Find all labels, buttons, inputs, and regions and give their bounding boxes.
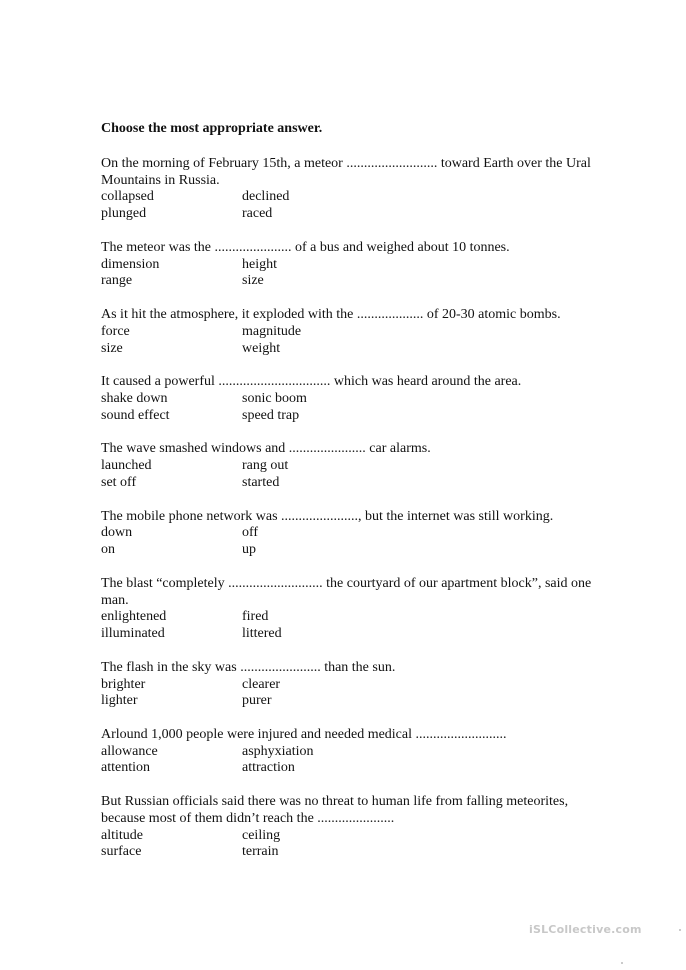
answer-option[interactable]: speed trap: [242, 407, 300, 423]
answer-option[interactable]: sonic boom: [242, 390, 307, 406]
question-block: [101, 156, 601, 223]
answer-option[interactable]: asphyxiation: [242, 743, 314, 759]
question-text: But Russian officials said there was no threat to human life from falling meteorites, because most of them didn’t reach the ......................: [101, 794, 569, 826]
answer-option[interactable]: on: [101, 542, 115, 558]
answer-option[interactable]: down: [101, 525, 133, 541]
answer-option[interactable]: terrain: [242, 844, 279, 860]
answer-options: [101, 257, 601, 291]
watermark: iSLCollective.com: [529, 923, 642, 936]
question-block: [101, 576, 601, 643]
answer-option[interactable]: size: [242, 273, 264, 289]
answer-option[interactable]: started: [242, 474, 280, 490]
answer-option[interactable]: clearer: [242, 676, 281, 692]
answer-option[interactable]: size: [101, 340, 123, 356]
question-text: The mobile phone network was ......................, but the internet was still working.: [101, 508, 554, 524]
answer-options: [101, 324, 601, 358]
question-text: As it hit the atmosphere, it exploded with the ................... of 20-30 atomic bombs.: [101, 306, 561, 322]
answer-option[interactable]: altitude: [101, 827, 143, 843]
question-text: On the morning of February 15th, a meteor .......................... toward Earth over the Ural Mountains in Russia.: [101, 155, 591, 188]
answer-option[interactable]: magnitude: [242, 323, 302, 339]
question-block: [101, 240, 601, 290]
speck: [679, 929, 681, 931]
answer-option[interactable]: brighter: [101, 676, 146, 692]
answer-options: [101, 189, 601, 223]
question-block: [101, 660, 601, 710]
answer-option[interactable]: collapsed: [101, 189, 154, 205]
speck: [621, 962, 623, 964]
answer-option[interactable]: dimension: [101, 256, 160, 272]
question-block: [101, 441, 601, 491]
answer-options: [101, 609, 601, 643]
answer-option[interactable]: attraction: [242, 760, 295, 776]
answer-option[interactable]: up: [242, 542, 256, 558]
answer-options: [101, 828, 601, 862]
answer-option[interactable]: launched: [101, 458, 152, 474]
question-text: The meteor was the ...................... of a bus and weighed about 10 tonnes.: [101, 239, 510, 255]
answer-option[interactable]: sound effect: [101, 407, 170, 423]
answer-option[interactable]: declined: [242, 189, 290, 205]
answer-option[interactable]: weight: [242, 340, 281, 356]
question-text: The blast “completely ........................... the courtyard of our apartment block”, said one man.: [101, 575, 592, 608]
answer-option[interactable]: ceiling: [242, 827, 281, 843]
question-text: Arlound 1,000 people were injured and needed medical ..........................: [101, 726, 507, 742]
answer-option[interactable]: raced: [242, 206, 273, 222]
instructions-heading: Choose the most appropriate answer.: [101, 121, 323, 136]
question-block: [101, 374, 601, 424]
question-block: [101, 727, 601, 777]
question-text: It caused a powerful ................................ which was heard around the area.: [101, 374, 522, 390]
question-text: The flash in the sky was ....................... than the sun.: [101, 659, 396, 675]
answer-options: [101, 391, 601, 425]
answer-option[interactable]: range: [101, 273, 133, 289]
answer-option[interactable]: rang out: [242, 458, 289, 474]
answer-options: [101, 525, 601, 559]
answer-option[interactable]: surface: [101, 844, 142, 860]
answer-option[interactable]: illuminated: [101, 626, 165, 642]
answer-options: [101, 458, 601, 492]
answer-option[interactable]: allowance: [101, 743, 158, 759]
answer-option[interactable]: shake down: [101, 390, 168, 406]
question-block: [101, 307, 601, 357]
answer-option[interactable]: attention: [101, 760, 150, 776]
answer-options: [101, 677, 601, 711]
worksheet: [101, 121, 601, 878]
question-block: [101, 509, 601, 559]
question-block: [101, 794, 601, 861]
answer-option[interactable]: set off: [101, 474, 137, 490]
answer-option[interactable]: off: [242, 525, 259, 541]
answer-option[interactable]: enlightened: [101, 609, 167, 625]
answer-option[interactable]: lighter: [101, 693, 138, 709]
answer-option[interactable]: plunged: [101, 206, 147, 222]
answer-option[interactable]: fired: [242, 609, 269, 625]
answer-options: [101, 744, 601, 778]
answer-option[interactable]: littered: [242, 626, 282, 642]
question-list: [101, 156, 601, 861]
answer-option[interactable]: height: [242, 256, 277, 272]
question-text: The wave smashed windows and ...................... car alarms.: [101, 441, 431, 457]
answer-option[interactable]: force: [101, 323, 130, 339]
answer-option[interactable]: purer: [242, 693, 272, 709]
